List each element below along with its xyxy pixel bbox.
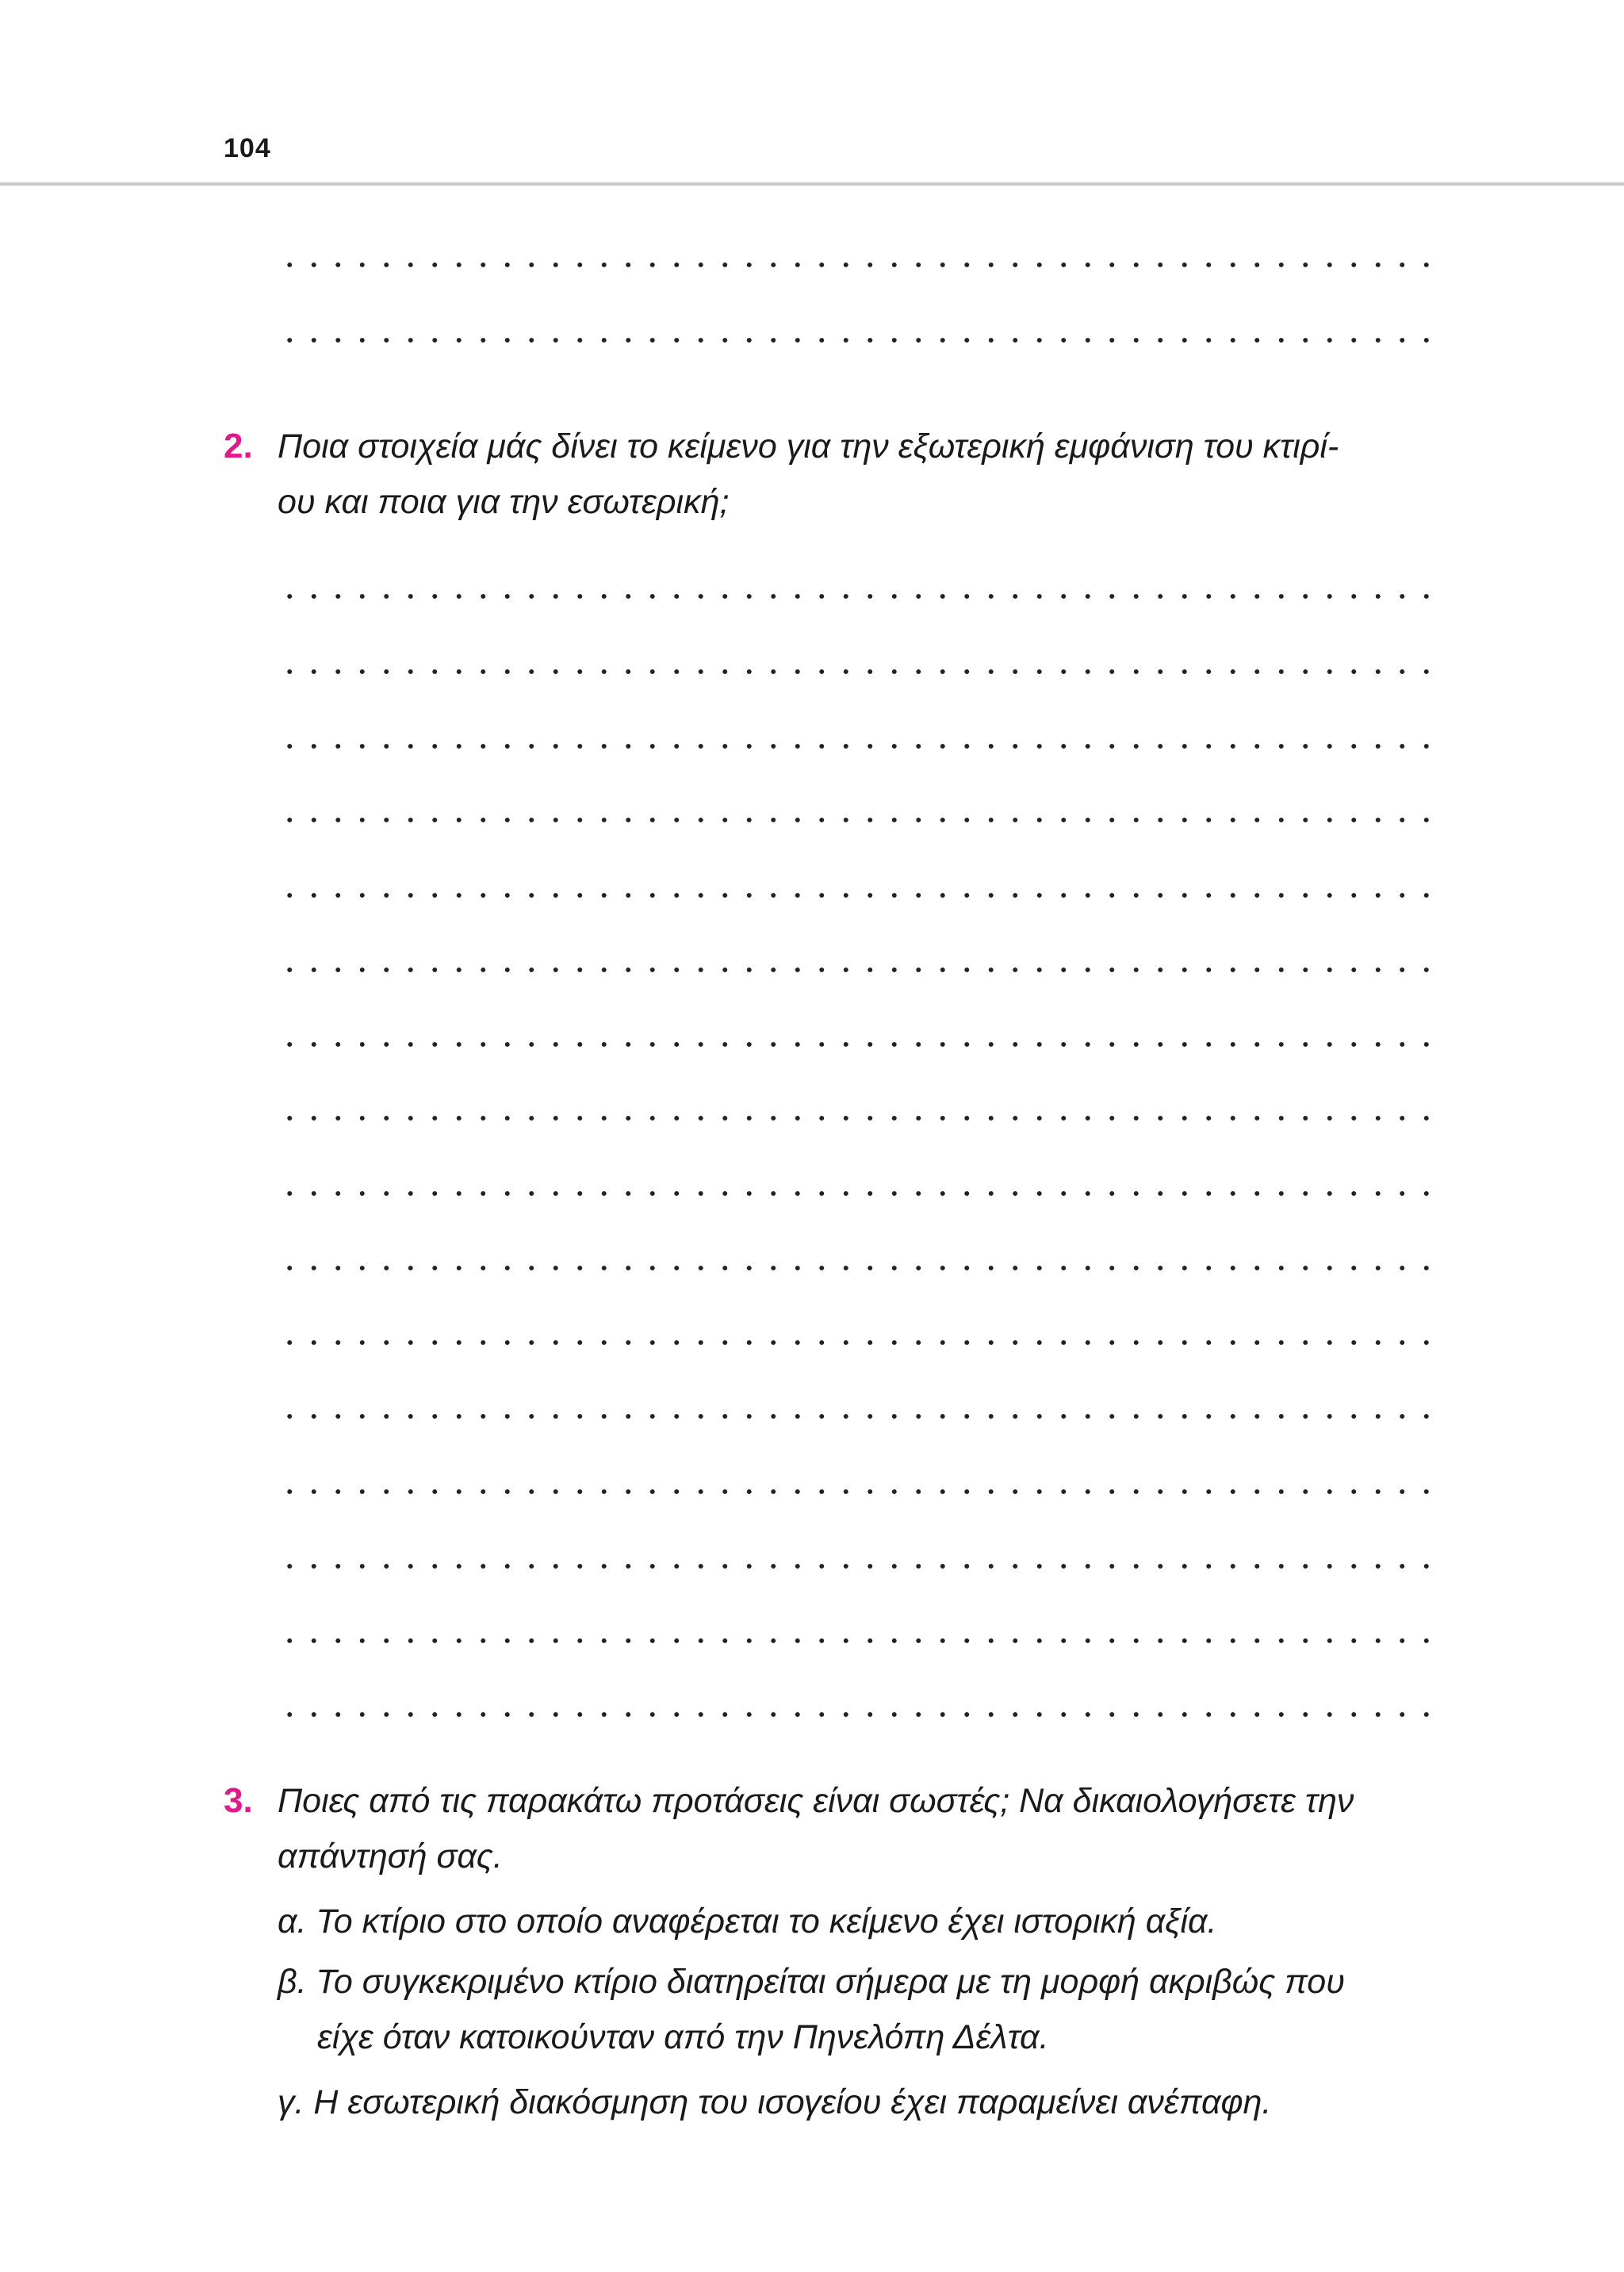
answer-line bbox=[278, 338, 1443, 343]
answer-line bbox=[278, 1489, 1443, 1494]
statement-c bbox=[278, 2075, 1467, 2130]
statement-text: Το κτίριο στο οποίο αναφέρεται το κείμενο έχει ιστορική αξία. bbox=[316, 1902, 1217, 1941]
question-number: 3. bbox=[224, 1781, 253, 1820]
statement-text: Η εσωτερική διακόσμηση του ισογείου έχει παραμείνει ανέπαφη. bbox=[313, 2083, 1272, 2121]
question-text-line: Ποιες από τις παρακάτω προτάσεις είναι σωστές; Να δικαιολογήσετε την bbox=[278, 1782, 1354, 1820]
answer-line bbox=[278, 1712, 1443, 1717]
answer-line bbox=[278, 1042, 1443, 1047]
answer-line bbox=[278, 1564, 1443, 1569]
question-3 bbox=[224, 1773, 1461, 1884]
header-rule bbox=[0, 182, 1624, 186]
statement-letter: γ. bbox=[278, 2083, 304, 2121]
statement-letter: α. bbox=[278, 1902, 307, 1941]
question-number: 2. bbox=[224, 427, 253, 466]
question-text-line: Ποια στοιχεία μάς δίνει το κείμενο για την εξωτερική εμφάνιση του κτιρί- bbox=[278, 427, 1339, 466]
statement-text-continued: είχε όταν κατοικούνταν από την Πηνελόπη Δέλτα. bbox=[317, 2018, 1049, 2056]
answer-line bbox=[278, 893, 1443, 898]
statement-letter: β. bbox=[278, 1963, 307, 2001]
answer-line bbox=[278, 1191, 1443, 1196]
answer-line bbox=[278, 262, 1443, 267]
question-text-line: ου και ποια για την εσωτερική; bbox=[278, 483, 730, 521]
answer-line bbox=[278, 669, 1443, 674]
statement-b bbox=[278, 1954, 1467, 2065]
answer-line bbox=[278, 1116, 1443, 1121]
statement-text: Το συγκεκριμένο κτίριο διατηρείται σήμερα με τη μορφή ακριβώς που bbox=[316, 1963, 1345, 2001]
question-2 bbox=[224, 419, 1461, 530]
page-number: 104 bbox=[224, 133, 271, 163]
answer-line bbox=[278, 594, 1443, 599]
answer-line bbox=[278, 818, 1443, 822]
question-text-line: απάντησή σας. bbox=[278, 1837, 503, 1875]
answer-line bbox=[278, 967, 1443, 972]
answer-line bbox=[278, 1340, 1443, 1345]
answer-line bbox=[278, 1638, 1443, 1643]
statement-a bbox=[278, 1894, 1467, 1949]
answer-line bbox=[278, 744, 1443, 749]
answer-line bbox=[278, 1266, 1443, 1270]
answer-line bbox=[278, 1414, 1443, 1419]
